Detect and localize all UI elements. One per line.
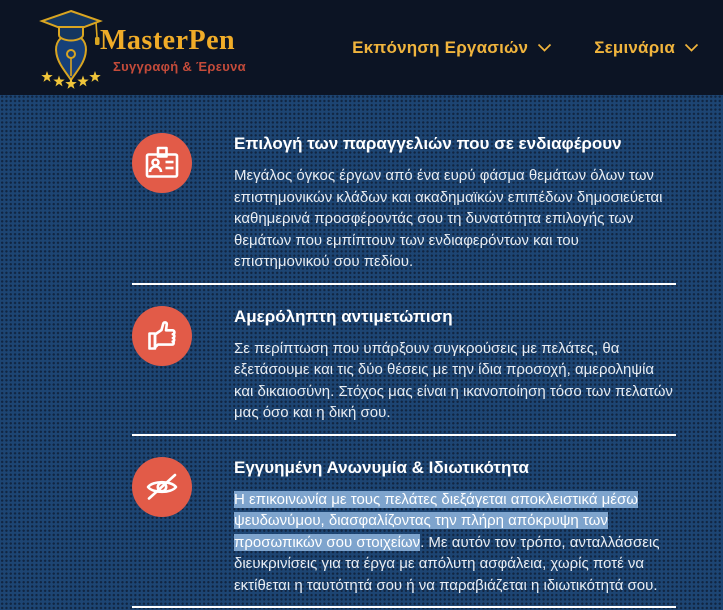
nav-item-label: Σεμινάρια: [594, 37, 675, 57]
eye-slash-icon: [142, 467, 182, 507]
nav-item-ekponisi-ergasion[interactable]: [352, 38, 552, 58]
chevron-down-icon: [537, 43, 552, 52]
feature-icon-circle: [132, 133, 192, 193]
feature-icon-circle: [132, 457, 192, 517]
feature-body: Σε περίπτωση που υπάρξουν συγκρούσεις με πελάτες, θα εξετάσουμε και τις δύο θέσεις με την ίδια προσοχή, αμεροληψία και δικαιοσύνη. Στόχος μας είναι η ικανοποίηση τόσο των πελατών μας όσο και η δική σου.: [234, 339, 673, 421]
nav-item-label: Εκπόνηση Εργασιών: [352, 37, 529, 57]
feature-title: Επιλογή των παραγγελιών που σε ενδιαφέρουν: [234, 134, 622, 153]
feature-section-impartial-treatment: [132, 285, 676, 434]
brand-tagline: Συγγραφή & Έρευνα: [113, 58, 246, 74]
site-header: [0, 0, 723, 95]
feature-section-order-selection: [132, 114, 676, 283]
feature-body: [234, 489, 676, 597]
feature-title: Αμερόληπτη αντιμετώπιση: [234, 306, 453, 326]
feature-section-anonymity-privacy: [132, 436, 676, 607]
main-nav: [352, 38, 711, 58]
section-divider: [132, 606, 676, 608]
chevron-down-icon: [684, 43, 699, 52]
nav-item-seminaria[interactable]: [594, 38, 699, 58]
feature-title: Εγγυημένη Ανωνυμία & Ιδιωτικότητα: [234, 457, 529, 477]
brand-name: MasterPen: [100, 24, 236, 56]
feature-body: Μεγάλος όγκος έργων από ένα ευρύ φάσμα θεμάτων όλων των επιστημονικών κλάδων και ακαδημαϊκών επιπέδων δημοσιεύεται καθημερινά προσφέροντάς σου τη δυνατότητα επιλογής των θεμάτων που εμπίπτουν των ενδιαφερόντων και του επιστημονικού σου πεδίου.: [234, 167, 663, 270]
id-badge-icon: [143, 144, 181, 182]
feature-body-rest: . Με αυτόν τον τρόπο, ανταλλάσσεις διευκρινίσεις για τα έργα με απόλυτη ασφάλεια, χωρίς ποτέ να εκτίθεται η ταυτότητά σου ή να παραβιάζεται η ιδιωτικότητά σου.: [234, 533, 660, 594]
feature-icon-circle: [132, 306, 192, 366]
thumbs-up-icon: [143, 317, 181, 355]
selected-text: Η επικοινωνία με τους πελάτες διεξάγεται αποκλειστικά μέσω ψευδωνύμου, διασφαλίζοντας την πλήρη απόκρυψη των προσωπικών σου στοιχείων: [234, 490, 638, 551]
graduation-cap-pen-nib-stars-logo: [34, 7, 108, 89]
features-list: [0, 95, 723, 608]
brand-logo[interactable]: [34, 7, 108, 89]
